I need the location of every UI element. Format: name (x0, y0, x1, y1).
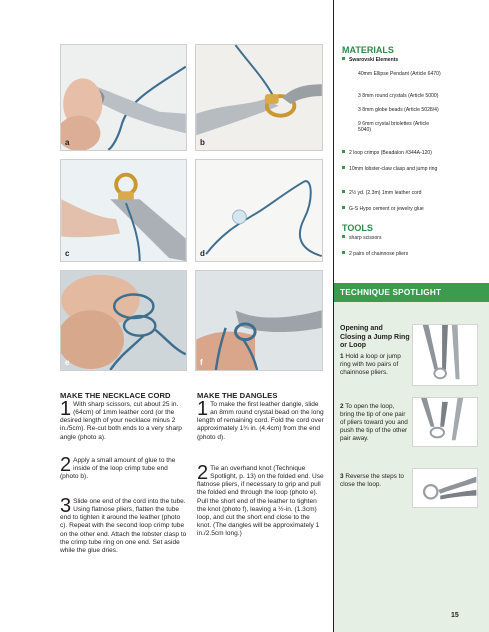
bullet-icon (342, 206, 345, 209)
tools-item-label: sharp scissors (349, 235, 382, 241)
step-text: Slide one end of the cord into the tube. Using flatnose pliers, flatten the tube end to tighten it around the leather (photo c). Repeat with the second loop crimp tube on the other end. Attach the lobster clasp to the crimp tube ring on one end. Set aside while the glue dries. (60, 498, 187, 554)
materials-sub-item: 3 8mm globe beads (Article 5028/4) (358, 107, 439, 113)
necklace-heading: MAKE THE NECKLACE CORD (60, 391, 171, 400)
spotlight-step-text: To open the loop, bring the tip of one pair of pliers toward you and push the tip of the other pair away. (340, 403, 408, 442)
photo-c-image (61, 160, 186, 261)
page-number: 15 (451, 612, 459, 619)
photo-d-image (196, 160, 322, 261)
step-text: Tie an overhand knot (Technique Spotlight, p. 13) on the folded end. Use flatnose pliers, if necessary to grip and pull the folded end through the loop (photo e). Pull the short end of the leather to tighten the knot (photo f), leaving a ½-in. (1.3cm) loop, and cut the short end close to the knot. (The dangles will be approximately 1 in./2.5cm long.) (197, 465, 324, 538)
necklace-step-1 (60, 398, 188, 442)
bullet-icon (342, 150, 345, 153)
materials-title: MATERIALS (342, 45, 394, 55)
photo-b (195, 44, 323, 151)
photo-f (195, 270, 323, 371)
photo-e (60, 270, 187, 371)
spotlight-image-1 (412, 324, 478, 386)
step-number: 2 (197, 462, 209, 484)
bullet-icon (342, 251, 345, 254)
tools-item (342, 251, 482, 257)
spotlight-title: TECHNIQUE SPOTLIGHT (340, 288, 442, 297)
step-text: With sharp scissors, cut about 25 in. (64cm) of 1mm leather cord (or the desired length of your necklace minus 2 in./5cm). Re-cut both ends to a very sharp angle (photo a). (60, 401, 182, 441)
materials-group (342, 57, 398, 63)
necklace-step-2 (60, 454, 188, 481)
photo-b-image (196, 45, 322, 150)
pliers-close-image (413, 469, 477, 507)
materials-sub-item: 9 6mm crystal briolettes (Article 5040) (358, 121, 430, 134)
dangles-step-1 (197, 398, 324, 442)
photo-label: e (65, 358, 70, 367)
spotlight-step-3 (340, 473, 410, 489)
step-text: To make the first leather dangle, slide an 8mm round crystal bead on the long length of remaining cord. Fold the cord over approximately 1¾ in. (4.4cm) from the end (photo d). (197, 401, 324, 441)
photo-label: f (200, 358, 203, 367)
photo-label: c (65, 249, 70, 258)
photo-label: d (200, 249, 205, 258)
materials-sub-item: 40mm Ellipse Pendant (Article 6470) (358, 71, 441, 77)
tools-item-label: 2 pairs of chainnose pliers (349, 251, 409, 257)
spotlight-step-text: Hold a loop or jump ring with two pairs of chainnose pliers. (340, 353, 401, 376)
materials-item (342, 150, 482, 156)
tools-title: TOOLS (342, 223, 373, 233)
spotlight-step-number: 1 (340, 353, 344, 360)
necklace-step-3 (60, 495, 188, 555)
bullet-icon (342, 190, 345, 193)
step-number: 2 (60, 454, 72, 476)
photo-a-image (61, 45, 186, 150)
spotlight-step-2 (340, 403, 410, 443)
photo-f-image (196, 271, 322, 370)
photo-d (195, 159, 323, 262)
bullet-icon (342, 57, 345, 60)
photo-c (60, 159, 187, 262)
spotlight-subtitle: Opening and Closing a Jump Ring or Loop (340, 325, 410, 350)
materials-item (342, 190, 482, 196)
materials-item (342, 206, 482, 212)
materials-item-label: 2 loop crimps (Beadalon #344A-120) (349, 150, 432, 156)
materials-item-label: G-S Hypo cement or jewelry glue (349, 206, 424, 212)
materials-sub-item: 3 8mm round crystals (Article 5000) (358, 93, 439, 99)
pliers-open-image (413, 325, 477, 385)
materials-item (342, 166, 447, 172)
spotlight-image-2 (412, 397, 478, 447)
materials-item-label: 10mm lobster-claw clasp and jump ring (349, 166, 438, 172)
pliers-twist-image (413, 398, 477, 446)
spotlight-step-text: Reverse the steps to close the loop. (340, 473, 404, 488)
spotlight-step-1 (340, 353, 410, 377)
step-text: Apply a small amount of glue to the inside of the loop crimp tube end (photo b). (60, 457, 176, 481)
step-number: 1 (197, 398, 209, 420)
photo-label: a (65, 138, 70, 147)
bullet-icon (342, 235, 345, 238)
spotlight-step-number: 2 (340, 403, 344, 410)
bullet-icon (342, 166, 345, 169)
dangles-step-2 (197, 462, 324, 538)
dangles-heading: MAKE THE DANGLES (197, 391, 278, 400)
spotlight-step-number: 3 (340, 473, 344, 480)
photo-label: b (200, 138, 205, 147)
materials-item-label: 2½ yd. (2.3m) 1mm leather cord (349, 190, 422, 196)
tools-item (342, 235, 482, 241)
spotlight-banner (334, 283, 489, 302)
photo-a (60, 44, 187, 151)
photo-e-image (61, 271, 186, 370)
step-number: 3 (60, 495, 72, 517)
step-number: 1 (60, 398, 72, 420)
materials-group-label: Swarovski Elements (349, 57, 399, 63)
spotlight-image-3 (412, 468, 478, 508)
